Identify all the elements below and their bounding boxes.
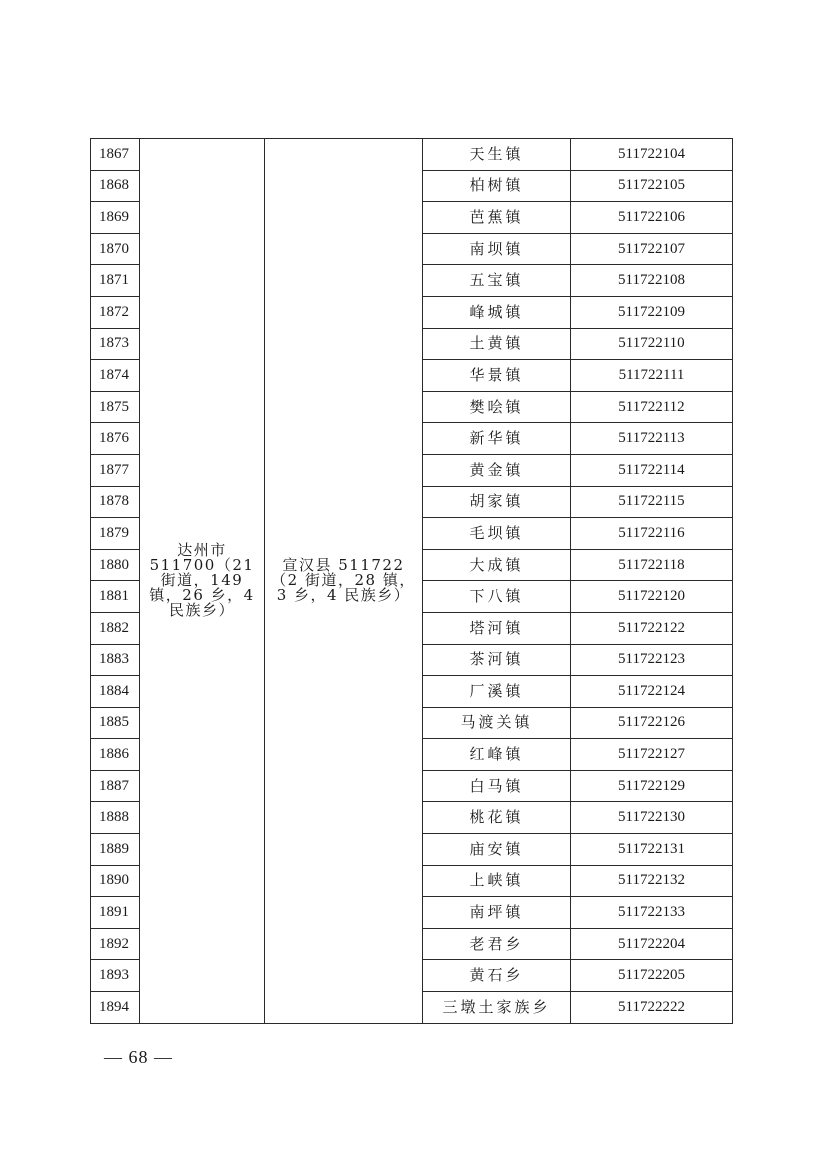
division-code: 511722131 — [571, 834, 733, 866]
row-number: 1871 — [91, 265, 140, 297]
county-cell: 宣汉县 511722（2 街道，28 镇，3 乡，4 民族乡） — [265, 139, 423, 1024]
town-name: 新华镇 — [423, 423, 571, 455]
town-name: 厂溪镇 — [423, 676, 571, 708]
row-number: 1883 — [91, 644, 140, 676]
town-name: 庙安镇 — [423, 834, 571, 866]
division-code: 511722222 — [571, 992, 733, 1024]
division-code: 511722129 — [571, 770, 733, 802]
town-name: 南坪镇 — [423, 897, 571, 929]
division-code: 511722120 — [571, 581, 733, 613]
town-name: 红峰镇 — [423, 739, 571, 771]
division-code: 511722116 — [571, 518, 733, 550]
division-code: 511722126 — [571, 707, 733, 739]
town-name: 三墩土家族乡 — [423, 992, 571, 1024]
division-code: 511722107 — [571, 233, 733, 265]
division-code: 511722110 — [571, 328, 733, 360]
city-cell: 达州市 511700（21 街道，149 镇，26 乡，4 民族乡） — [140, 139, 265, 1024]
division-code: 511722122 — [571, 612, 733, 644]
division-code: 511722105 — [571, 170, 733, 202]
town-name: 塔河镇 — [423, 612, 571, 644]
row-number: 1889 — [91, 834, 140, 866]
town-name: 茶河镇 — [423, 644, 571, 676]
row-number: 1873 — [91, 328, 140, 360]
row-number: 1885 — [91, 707, 140, 739]
admin-division-table — [90, 138, 733, 1024]
town-name: 胡家镇 — [423, 486, 571, 518]
division-code: 511722130 — [571, 802, 733, 834]
town-name: 土黄镇 — [423, 328, 571, 360]
town-name: 樊哙镇 — [423, 391, 571, 423]
row-number: 1876 — [91, 423, 140, 455]
row-number: 1868 — [91, 170, 140, 202]
row-number: 1894 — [91, 992, 140, 1024]
town-name: 黄金镇 — [423, 454, 571, 486]
town-name: 毛坝镇 — [423, 518, 571, 550]
division-code: 511722205 — [571, 960, 733, 992]
division-code: 511722133 — [571, 897, 733, 929]
division-code: 511722109 — [571, 296, 733, 328]
town-name: 芭蕉镇 — [423, 202, 571, 234]
row-number: 1880 — [91, 549, 140, 581]
division-code: 511722111 — [571, 360, 733, 392]
town-name: 柏树镇 — [423, 170, 571, 202]
division-code: 511722123 — [571, 644, 733, 676]
town-name: 老君乡 — [423, 928, 571, 960]
row-number: 1878 — [91, 486, 140, 518]
row-number: 1891 — [91, 897, 140, 929]
town-name: 华景镇 — [423, 360, 571, 392]
town-name: 上峡镇 — [423, 865, 571, 897]
division-code: 511722127 — [571, 739, 733, 771]
division-code: 511722106 — [571, 202, 733, 234]
town-name: 南坝镇 — [423, 233, 571, 265]
row-number: 1887 — [91, 770, 140, 802]
town-name: 马渡关镇 — [423, 707, 571, 739]
row-number: 1879 — [91, 518, 140, 550]
town-name: 天生镇 — [423, 139, 571, 171]
division-code: 511722104 — [571, 139, 733, 171]
row-number: 1884 — [91, 676, 140, 708]
row-number: 1877 — [91, 454, 140, 486]
row-number: 1872 — [91, 296, 140, 328]
division-code: 511722132 — [571, 865, 733, 897]
town-name: 下八镇 — [423, 581, 571, 613]
row-number: 1881 — [91, 581, 140, 613]
division-code: 511722115 — [571, 486, 733, 518]
division-code: 511722114 — [571, 454, 733, 486]
town-name: 桃花镇 — [423, 802, 571, 834]
row-number: 1869 — [91, 202, 140, 234]
town-name: 白马镇 — [423, 770, 571, 802]
table-body — [91, 139, 733, 1024]
row-number: 1882 — [91, 612, 140, 644]
row-number: 1893 — [91, 960, 140, 992]
division-code: 511722112 — [571, 391, 733, 423]
town-name: 五宝镇 — [423, 265, 571, 297]
table-row — [91, 139, 733, 171]
division-code: 511722113 — [571, 423, 733, 455]
row-number: 1870 — [91, 233, 140, 265]
town-name: 黄石乡 — [423, 960, 571, 992]
page-number: — 68 — — [104, 1047, 173, 1067]
row-number: 1890 — [91, 865, 140, 897]
row-number: 1886 — [91, 739, 140, 771]
town-name: 大成镇 — [423, 549, 571, 581]
town-name: 峰城镇 — [423, 296, 571, 328]
division-code: 511722118 — [571, 549, 733, 581]
division-code: 511722204 — [571, 928, 733, 960]
row-number: 1892 — [91, 928, 140, 960]
row-number: 1888 — [91, 802, 140, 834]
row-number: 1875 — [91, 391, 140, 423]
division-code: 511722108 — [571, 265, 733, 297]
row-number: 1867 — [91, 139, 140, 171]
division-code: 511722124 — [571, 676, 733, 708]
row-number: 1874 — [91, 360, 140, 392]
